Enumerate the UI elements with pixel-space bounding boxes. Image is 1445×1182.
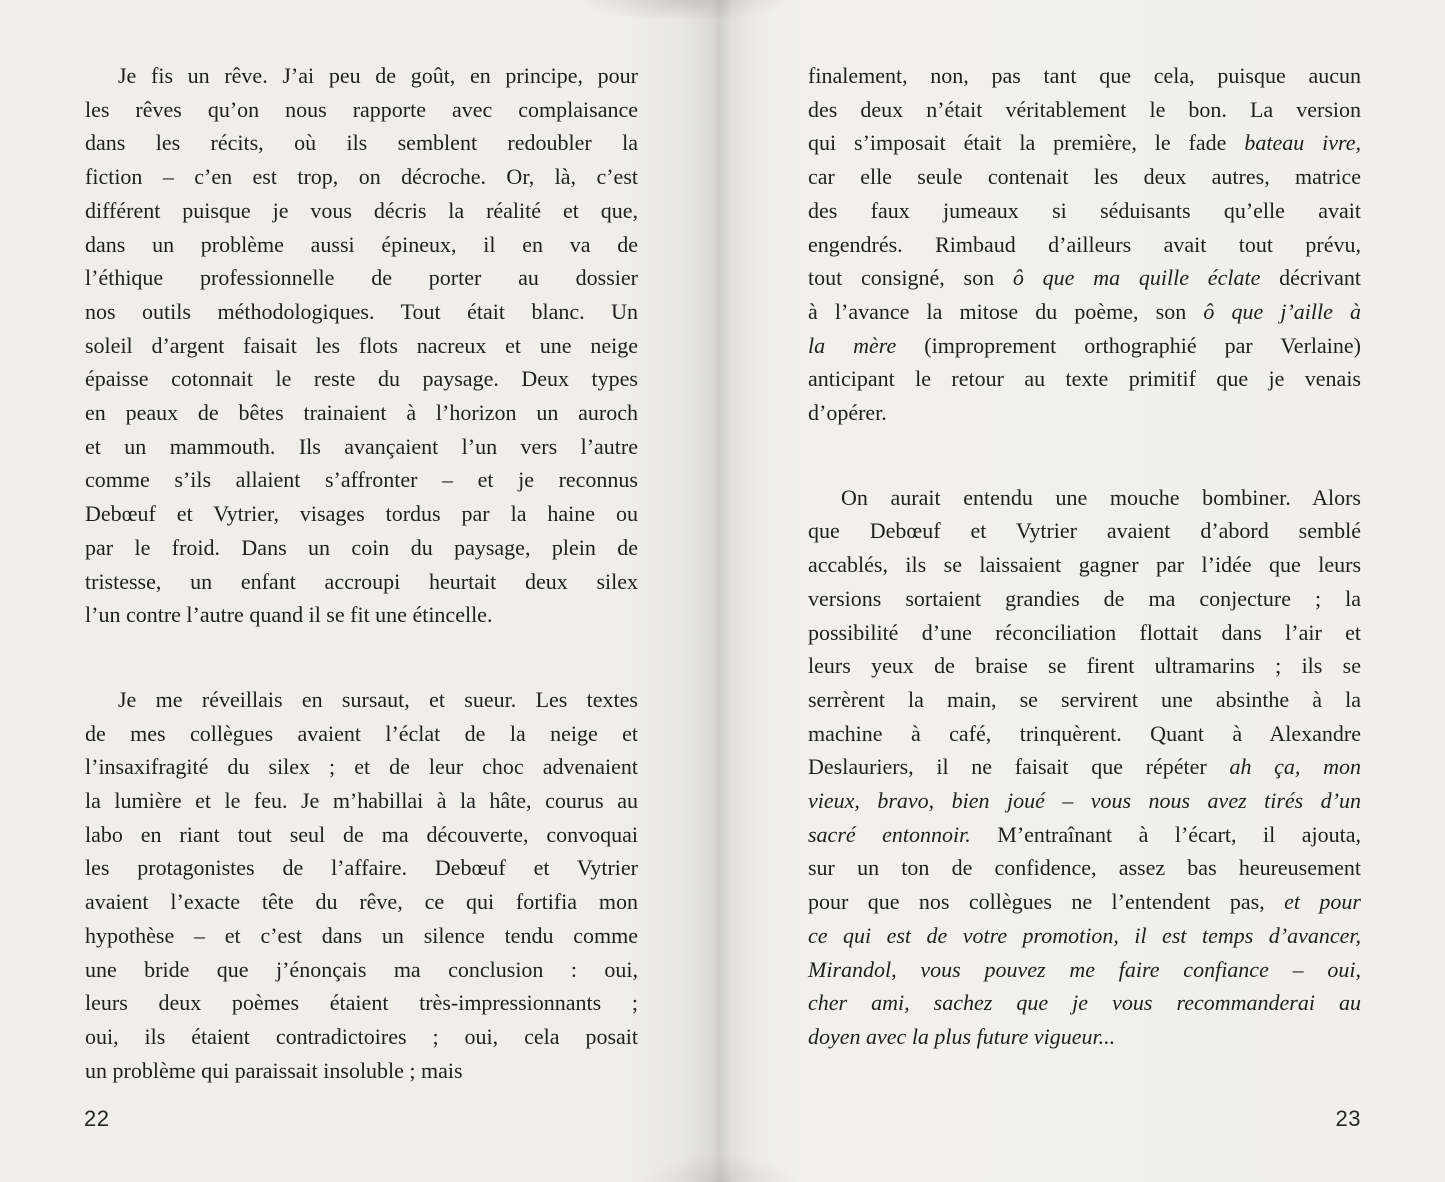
text-line: labo en riant tout seul de ma découverte, convoquai [85, 821, 638, 847]
right-page-text [808, 59, 1361, 1054]
text-line: hypothèse – et c’est dans un silence tendu comme [85, 922, 638, 948]
text-line: d’opérer. [808, 400, 887, 426]
text-line: l’éthique professionnelle de porter au dossier [85, 265, 638, 291]
left-page-text [85, 59, 638, 1087]
text-line: épaisse cotonnait le reste du paysage. Deux types [85, 366, 638, 392]
text-line: leurs yeux de braise se firent ultramarins ; ils se [808, 653, 1361, 679]
text-line: l’un contre l’autre quand il se fit une étincelle. [85, 602, 493, 628]
text-line: dans un problème aussi épineux, il en va de [85, 231, 638, 257]
text-line: nos outils méthodologiques. Tout était blanc. Un [85, 298, 638, 324]
page-number-left: 22 [84, 1106, 110, 1131]
text-line: différent puisque je vous décris la réalité et que, [85, 197, 638, 223]
text-line: car elle seule contenait les deux autres, matrice [808, 164, 1361, 190]
text-line: à l’avance la mitose du poème, son ô que j’aille à [808, 298, 1361, 324]
text-line: Je me réveillais en sursaut, et sueur. Les textes [118, 686, 638, 712]
text-line: qui s’imposait était la première, le fade bateau ivre, [808, 130, 1362, 156]
text-line: de mes collègues avaient l’éclat de la neige et [85, 720, 638, 746]
text-line: la lumière et le feu. Je m’habillai à la hâte, courus au [85, 788, 638, 814]
text-line: On aurait entendu une mouche bombiner. Alors [841, 484, 1361, 510]
text-line: Deslauriers, il ne faisait que répéter ah ça, mon [808, 754, 1362, 780]
text-line: versions sortaient grandies de ma conjecture ; la [808, 585, 1361, 611]
text-line: Je fis un rêve. J’ai peu de goût, en principe, pour [118, 63, 638, 88]
text-line: comme s’ils allaient s’affronter – et je reconnus [85, 467, 638, 493]
text-line: leurs deux poèmes étaient très-impressionnants ; [85, 990, 638, 1016]
text-line: fiction – c’en est trop, on décroche. Or, là, c’est [85, 164, 638, 190]
text-line: Debœuf et Vytrier, visages tordus par la haine ou [85, 501, 638, 527]
paragraph [808, 59, 1361, 430]
page-number-right: 23 [1335, 1106, 1361, 1131]
text-line: la mère (improprement orthographié par Verlaine) [808, 332, 1361, 358]
text-line: vieux, bravo, bien joué – vous nous avez tirés d’un [808, 788, 1361, 814]
text-line: un problème qui paraissait insoluble ; mais [85, 1057, 463, 1083]
text-line: tout consigné, son ô que ma quille éclate décrivant [808, 265, 1361, 291]
text-line: anticipant le retour au texte primitif que je venais [808, 366, 1361, 392]
text-line: les rêves qu’on nous rapporte avec complaisance [85, 96, 638, 122]
paragraph [85, 683, 638, 1087]
text-line: cher ami, sachez que je vous recommanderai au [808, 990, 1361, 1016]
text-line: Mirandol, vous pouvez me faire confiance – oui, [808, 956, 1361, 982]
text-line: par le froid. Dans un coin du paysage, plein de [85, 534, 638, 560]
text-line: des deux n’était véritablement le bon. La version [808, 96, 1361, 122]
text-line: une bride que j’énonçais ma conclusion : oui, [85, 956, 638, 982]
text-line: l’insaxifragité du silex ; et de leur choc advenaient [85, 754, 638, 780]
text-line: serrèrent la main, se servirent une absinthe à la [808, 686, 1361, 712]
text-line: sur un ton de confidence, assez bas heureusement [808, 855, 1361, 881]
text-line: tristesse, un enfant accroupi heurtait deux silex [85, 568, 638, 594]
text-line: en peaux de bêtes trainaient à l’horizon un auroch [85, 400, 638, 426]
text-line: que Debœuf et Vytrier avaient d’abord semblé [808, 518, 1361, 544]
gutter-shadow [665, 0, 781, 1182]
text-line: les protagonistes de l’affaire. Debœuf et Vytrier [85, 855, 638, 881]
text-line: accablés, ils se laissaient gagner par l’idée que leurs [808, 552, 1361, 578]
text-line: sacré entonnoir. M’entraînant à l’écart, il ajouta, [808, 821, 1361, 847]
text-line: avaient l’exacte tête du rêve, ce qui fortifia mon [85, 889, 638, 915]
text-line: dans les récits, où ils semblent redoubler la [85, 130, 638, 156]
text-line: et un mammouth. Ils avançaient l’un vers l’autre [85, 433, 638, 459]
text-line: pour que nos collègues ne l’entendent pas, et pour [808, 889, 1361, 915]
text-line: machine à café, trinquèrent. Quant à Alexandre [808, 720, 1361, 746]
text-line: des faux jumeaux si séduisants qu’elle avait [808, 197, 1361, 223]
text-line: finalement, non, pas tant que cela, puisque aucun [808, 63, 1361, 88]
paragraph [85, 59, 638, 632]
text-line: doyen avec la plus future vigueur... [808, 1023, 1116, 1049]
text-line: soleil d’argent faisait les flots nacreux et une neige [85, 332, 638, 358]
text-line: possibilité d’une réconciliation flottait dans l’air et [808, 619, 1361, 645]
text-line: engendrés. Rimbaud d’ailleurs avait tout prévu, [808, 231, 1361, 257]
paragraph [808, 481, 1361, 1054]
text-line: ce qui est de votre promotion, il est temps d’avancer, [808, 922, 1361, 948]
text-line: oui, ils étaient contradictoires ; oui, cela posait [85, 1023, 638, 1049]
